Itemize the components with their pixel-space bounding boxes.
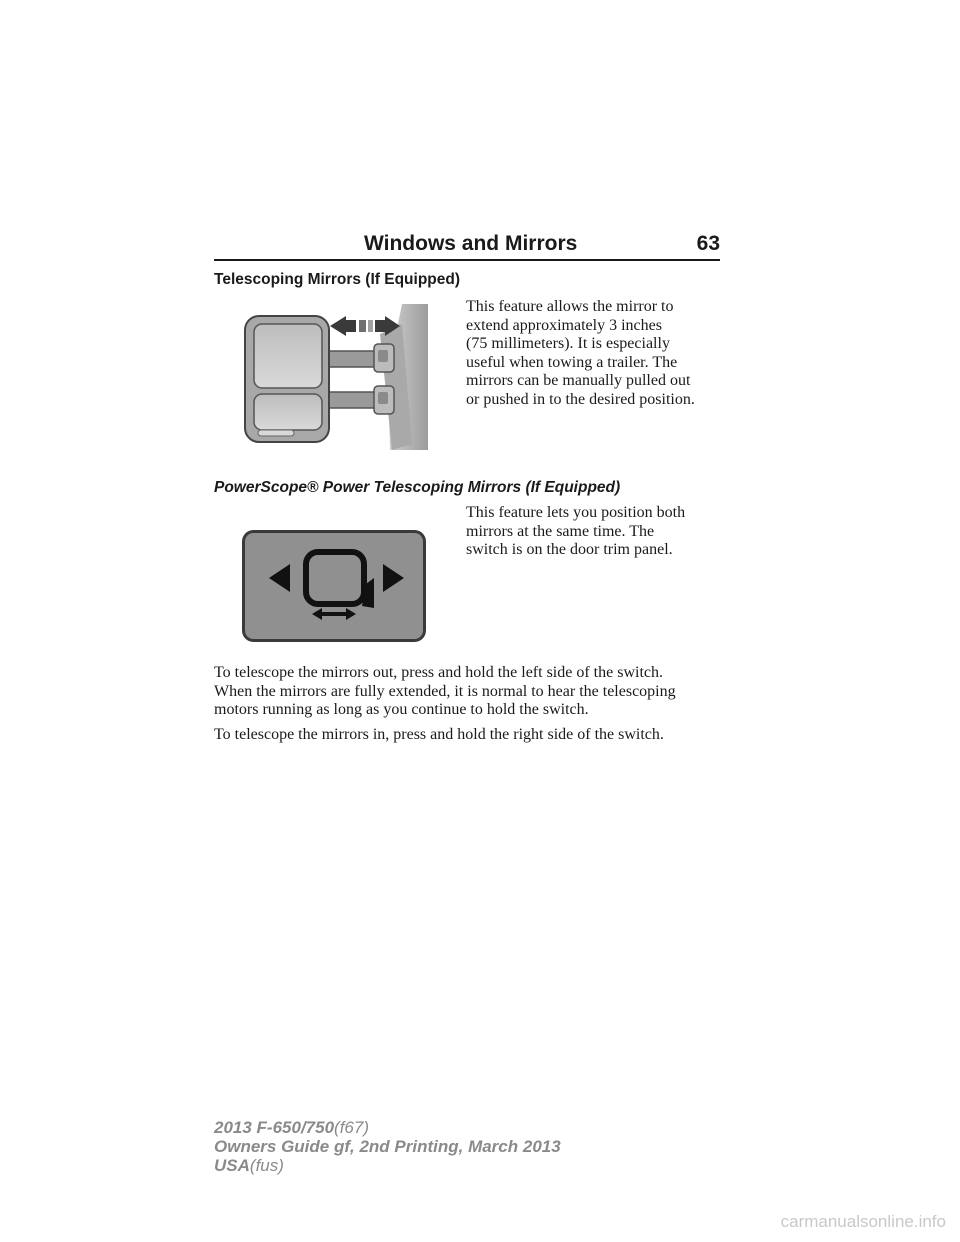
page-header [214,230,720,260]
page-footer [214,1118,561,1175]
telescope-switch-icon [242,530,426,642]
watermark: carmanualsonline.info [780,1212,946,1231]
footer-model: 2013 F-650/750 [214,1118,335,1137]
footer-model-code: (f67) [334,1118,370,1137]
section-heading-telescoping: Telescoping Mirrors (If Equipped) [214,271,461,288]
telescope-out-paragraph: To telescope the mirrors out, press and hold the left side of the switch. When the mirrors are fully extended, it is normal to hear the telescoping motors running as long as you continue to hold the switch. [214,664,676,718]
footer-line-2: Owners Guide gf, 2nd Printing, March 2013 [214,1137,561,1156]
telescoping-description: This feature allows the mirror to extend approximately 3 inches (75 millimeters). It is especially useful when towing a trailer. The mirrors can be manually pulled out or pushed in to the desired position. [466,298,695,408]
section-heading-powerscope: PowerScope® Power Telescoping Mirrors (If Equipped) [214,479,621,496]
footer-line-1 [214,1118,561,1137]
page-number: 63 [696,232,720,255]
mirror-icon [242,304,428,450]
header-divider [214,259,720,261]
chapter-title: Windows and Mirrors [364,232,578,255]
footer-market: USA [214,1156,250,1175]
telescoping-mirror-illustration [242,304,428,455]
powerscope-switch-illustration [242,530,426,647]
telescope-in-paragraph: To telescope the mirrors in, press and hold the right side of the switch. [214,726,664,743]
footer-market-code: (fus) [249,1156,284,1175]
powerscope-description: This feature lets you position both mirrors at the same time. The switch is on the door trim panel. [466,504,686,558]
footer-line-3 [214,1156,561,1175]
